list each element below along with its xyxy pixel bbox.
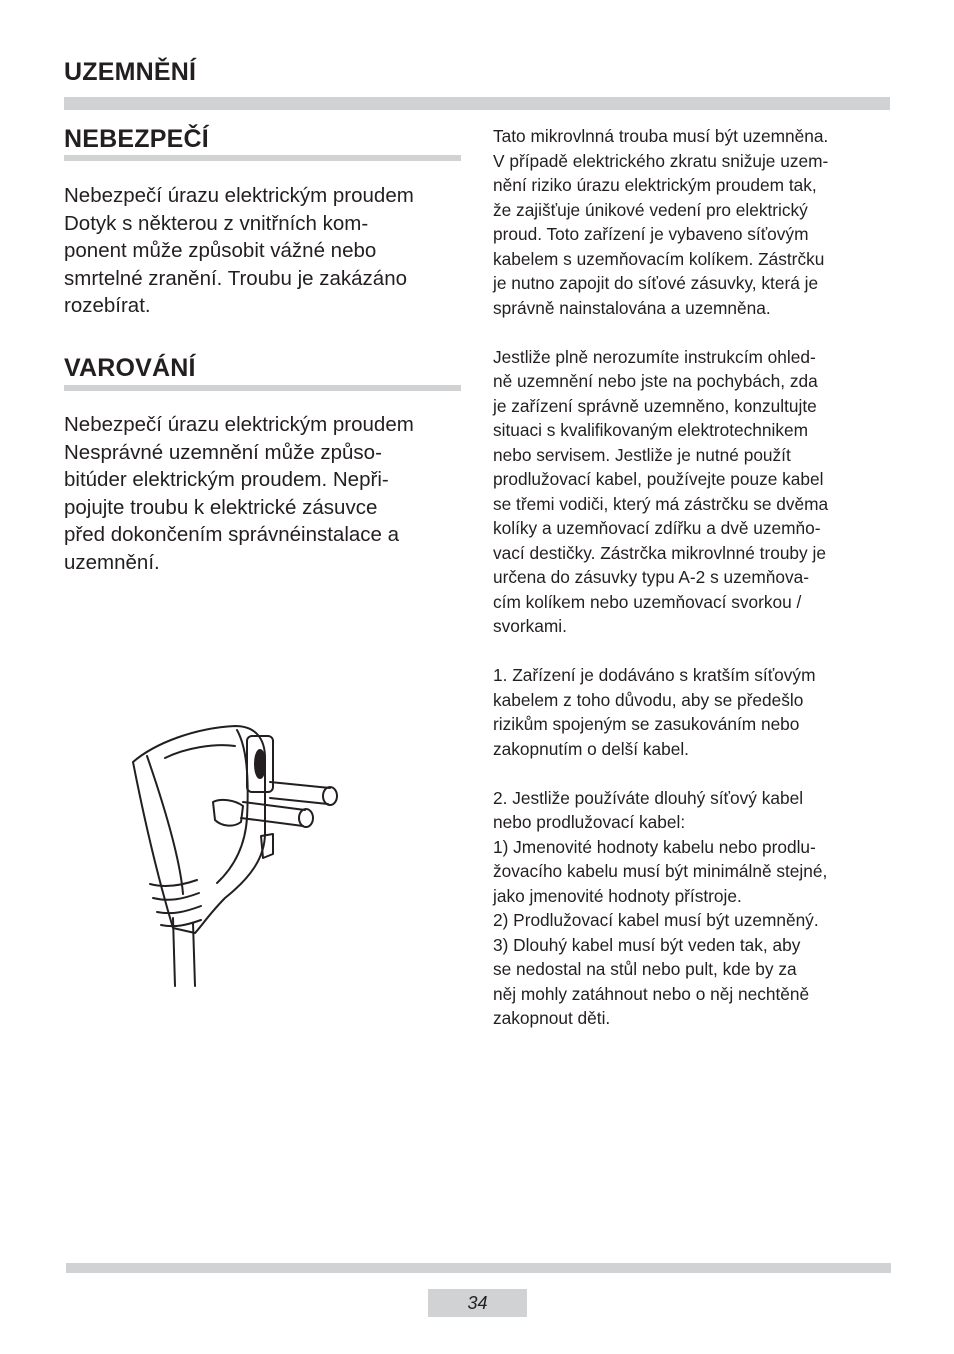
text-line: uzemnění.	[64, 550, 160, 574]
text-line: ně uzemnění nebo jste na pochybách, zda	[493, 371, 818, 391]
paragraph-gap	[493, 320, 893, 345]
grip-rib	[150, 880, 197, 886]
grip-rib	[153, 893, 199, 900]
text-line: 2) Prodlužovací kabel musí být uzemněný.	[493, 910, 819, 930]
danger-text	[64, 182, 464, 320]
text-line: je zařízení správně uzemněno, konzultujte	[493, 395, 817, 416]
plug-pin	[270, 782, 330, 788]
text-line: ponent může způsobit vážné nebo	[64, 239, 377, 262]
text-line: Nebezpečí úrazu elektrickým proudem	[64, 413, 414, 436]
text-line: rozebírat.	[64, 294, 151, 317]
text-line: rizikům spojeným se zasukováním nebo	[493, 714, 800, 734]
text-line: Jestliže plně nerozumíte instrukcím ohled-	[493, 346, 816, 367]
text-line: bitúder elektrickým proudem. Nepři-	[64, 468, 389, 491]
danger-heading: NEBEZPEČÍ	[64, 125, 209, 153]
text-line: se třemi vodiči, který má zástrčku se dvěma	[493, 493, 829, 514]
text-line: Tato mikrovlnná trouba musí být uzemněna.	[493, 126, 829, 146]
pin-tip	[323, 787, 337, 805]
text-line: se nedostal na stůl nebo pult, kde by za	[493, 959, 797, 979]
page-number: 34	[428, 1289, 527, 1317]
text-line: něj mohly zatáhnout nebo o něj nechtěně	[493, 983, 810, 1004]
text-line: 2. Jestliže používáte dlouhý síťový kabel	[493, 787, 804, 808]
warning-text	[64, 411, 464, 576]
page-title: UZEMNĚNÍ	[64, 58, 197, 86]
danger-divider	[64, 155, 461, 161]
text-line: zakopnutím o delší kabel.	[493, 738, 689, 759]
text-line: Nesprávné uzemnění může způso-	[64, 440, 382, 464]
text-line: cím kolíkem nebo uzemňovací svorkou /	[493, 591, 802, 612]
plug-face-edge	[147, 756, 183, 894]
text-line: kolíky a uzemňovací zdířku a dvě uzemňo-	[493, 518, 821, 538]
text-line: prodlužovací kabel, používejte pouze kabel	[493, 469, 824, 489]
footer-divider	[66, 1263, 891, 1273]
plug-pin	[241, 818, 303, 826]
text-line: pojujte troubu k elektrické zásuvce	[64, 495, 378, 519]
text-line: 1. Zařízení je dodáváno s kratším síťovým	[493, 665, 816, 685]
text-line: Nebezpečí úrazu elektrickým proudem	[64, 184, 414, 207]
grounding-instructions	[493, 124, 893, 1031]
text-line: kabelem s uzemňovacím kolíkem. Zástrčku	[493, 248, 825, 269]
text-line: že zajišťuje únikové vedení pro elektrický	[493, 199, 808, 220]
plug-front	[165, 745, 235, 758]
text-line: V případě elektrického zkratu snižuje uzem-	[493, 150, 829, 171]
paragraph-gap	[493, 761, 893, 786]
ground-contact	[261, 834, 273, 858]
title-divider	[64, 97, 890, 110]
grounded-plug-illustration	[125, 718, 350, 990]
text-line: Dotyk s některou z vnitřních kom-	[64, 211, 369, 235]
text-line: proud. Toto zařízení je vybaveno síťovým	[493, 224, 809, 244]
text-line: žovacího kabelu musí být minimálně stejné,	[493, 861, 828, 881]
text-line: kabelem z toho důvodu, aby se předešlo	[493, 689, 804, 710]
text-line: je nutno zapojit do síťové zásuvky, která je	[493, 273, 819, 293]
text-line: jako jmenovité hodnoty přístroje.	[493, 885, 742, 906]
paragraph-gap	[493, 639, 893, 664]
text-line: před dokončením správnéinstalace a	[64, 523, 400, 546]
text-line: zakopnout děti.	[493, 1008, 611, 1028]
text-line: 1) Jmenovité hodnoty kabelu nebo prodlu-	[493, 836, 816, 857]
plug-pin	[243, 802, 305, 810]
text-line: nění riziko úrazu elektrickým proudem tak,	[493, 175, 817, 195]
text-line: nebo servisem. Jestliže je nutné použít	[493, 444, 791, 465]
pin-base	[213, 800, 243, 826]
text-line: správně nainstalována a uzemněna.	[493, 297, 771, 318]
warning-divider	[64, 385, 461, 391]
grip-rib	[157, 906, 201, 913]
text-line: smrtelné zranění. Troubu je zakázáno	[64, 266, 407, 290]
text-line: určena do zásuvky typu A-2 s uzemňova-	[493, 567, 810, 587]
text-line: vací destičky. Zástrčka mikrovlnné trouby je	[493, 542, 826, 563]
text-line: nebo prodlužovací kabel:	[493, 812, 686, 832]
ground-clip-hole	[255, 750, 265, 778]
warning-heading: VAROVÁNÍ	[64, 354, 196, 382]
plug-pin	[270, 798, 328, 804]
grip-rib	[161, 920, 201, 926]
text-line: 3) Dlouhý kabel musí být veden tak, aby	[493, 934, 801, 955]
text-line: situaci s kvalifikovaným elektrotechnikem	[493, 420, 809, 440]
text-line: svorkami.	[493, 616, 567, 636]
pin-tip	[299, 809, 313, 827]
